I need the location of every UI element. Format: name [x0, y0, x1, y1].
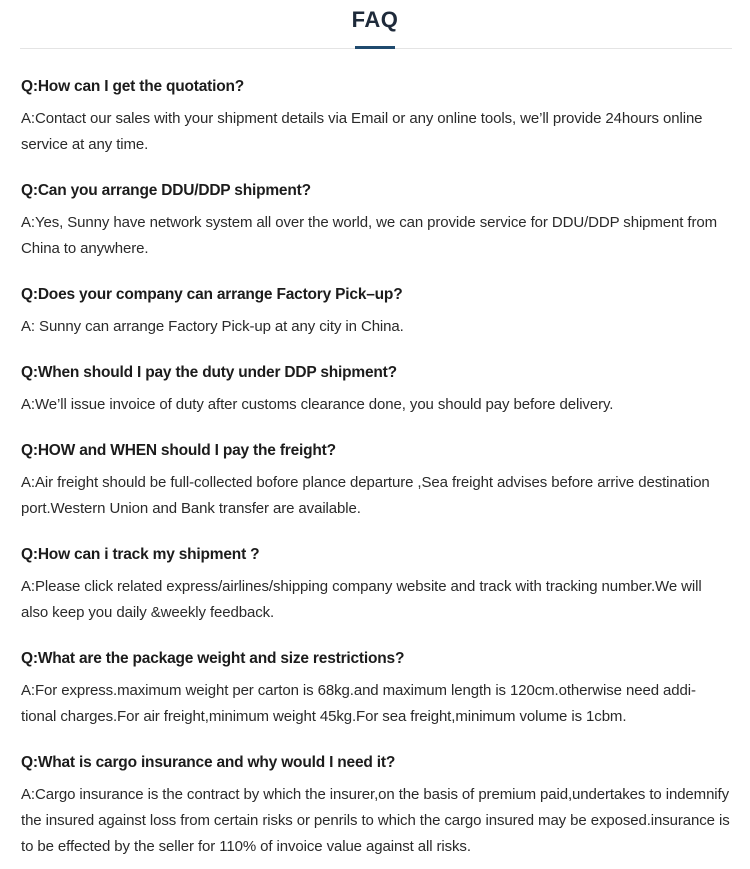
- faq-question: Q:What are the package weight and size restrictions?: [21, 650, 405, 667]
- faq-item: [21, 76, 731, 180]
- faq-item: [21, 440, 731, 544]
- faq-answer: A:Air freight should be full-collected bofore plance departure ,Sea freight advises before arrive destination port.Western Union and Bank transfer are available.: [21, 474, 710, 517]
- faq-answer: A:We’ll issue invoice of duty after customs clearance done, you should pay before delivery.: [21, 396, 614, 413]
- page-title: FAQ: [351, 7, 399, 32]
- faq-question: Q:Does your company can arrange Factory Pick–up?: [21, 286, 403, 303]
- faq-item: [21, 284, 731, 362]
- faq-question: Q:How can i track my shipment ?: [21, 546, 260, 563]
- faq-list: [21, 76, 731, 862]
- faq-question: Q:What is cargo insurance and why would I need it?: [21, 754, 396, 771]
- faq-question: Q:HOW and WHEN should I pay the freight?: [21, 442, 336, 459]
- faq-item: [21, 180, 731, 284]
- faq-question: Q:How can I get the quotation?: [21, 78, 245, 95]
- faq-answer: A:Cargo insurance is the contract by which the insurer,on the basis of premium paid,undertakes to indemnify the insured against loss from certain risks or penrils to which the cargo insured may be exposed.insurance is to be effected by the seller for 110% of invoice value against all risks.: [21, 786, 730, 855]
- faq-question: Q:When should I pay the duty under DDP shipment?: [21, 364, 397, 381]
- faq-item: [21, 362, 731, 440]
- faq-answer: A: Sunny can arrange Factory Pick-up at any city in China.: [21, 318, 404, 335]
- faq-answer: A:For express.maximum weight per carton is 68kg.and maximum length is 120cm.otherwise need addi-tional charges.For air freight,minimum weight 45kg.For sea freight,minimum volume is 1cbm.: [21, 682, 696, 725]
- faq-item: [21, 648, 731, 752]
- faq-answer: A:Please click related express/airlines/shipping company website and track with tracking number.We will also keep you daily &weekly feedback.: [21, 578, 702, 621]
- faq-item: [21, 544, 731, 648]
- faq-item: [21, 752, 731, 862]
- title-accent-underline: [355, 46, 395, 49]
- faq-answer: A:Yes, Sunny have network system all over the world, we can provide service for DDU/DDP shipment from China to anywhere.: [21, 214, 718, 257]
- faq-question: Q:Can you arrange DDU/DDP shipment?: [21, 182, 311, 199]
- faq-answer: A:Contact our sales with your shipment details via Email or any online tools, we’ll provide 24hours online service at any time.: [21, 110, 703, 153]
- faq-header: [0, 0, 750, 52]
